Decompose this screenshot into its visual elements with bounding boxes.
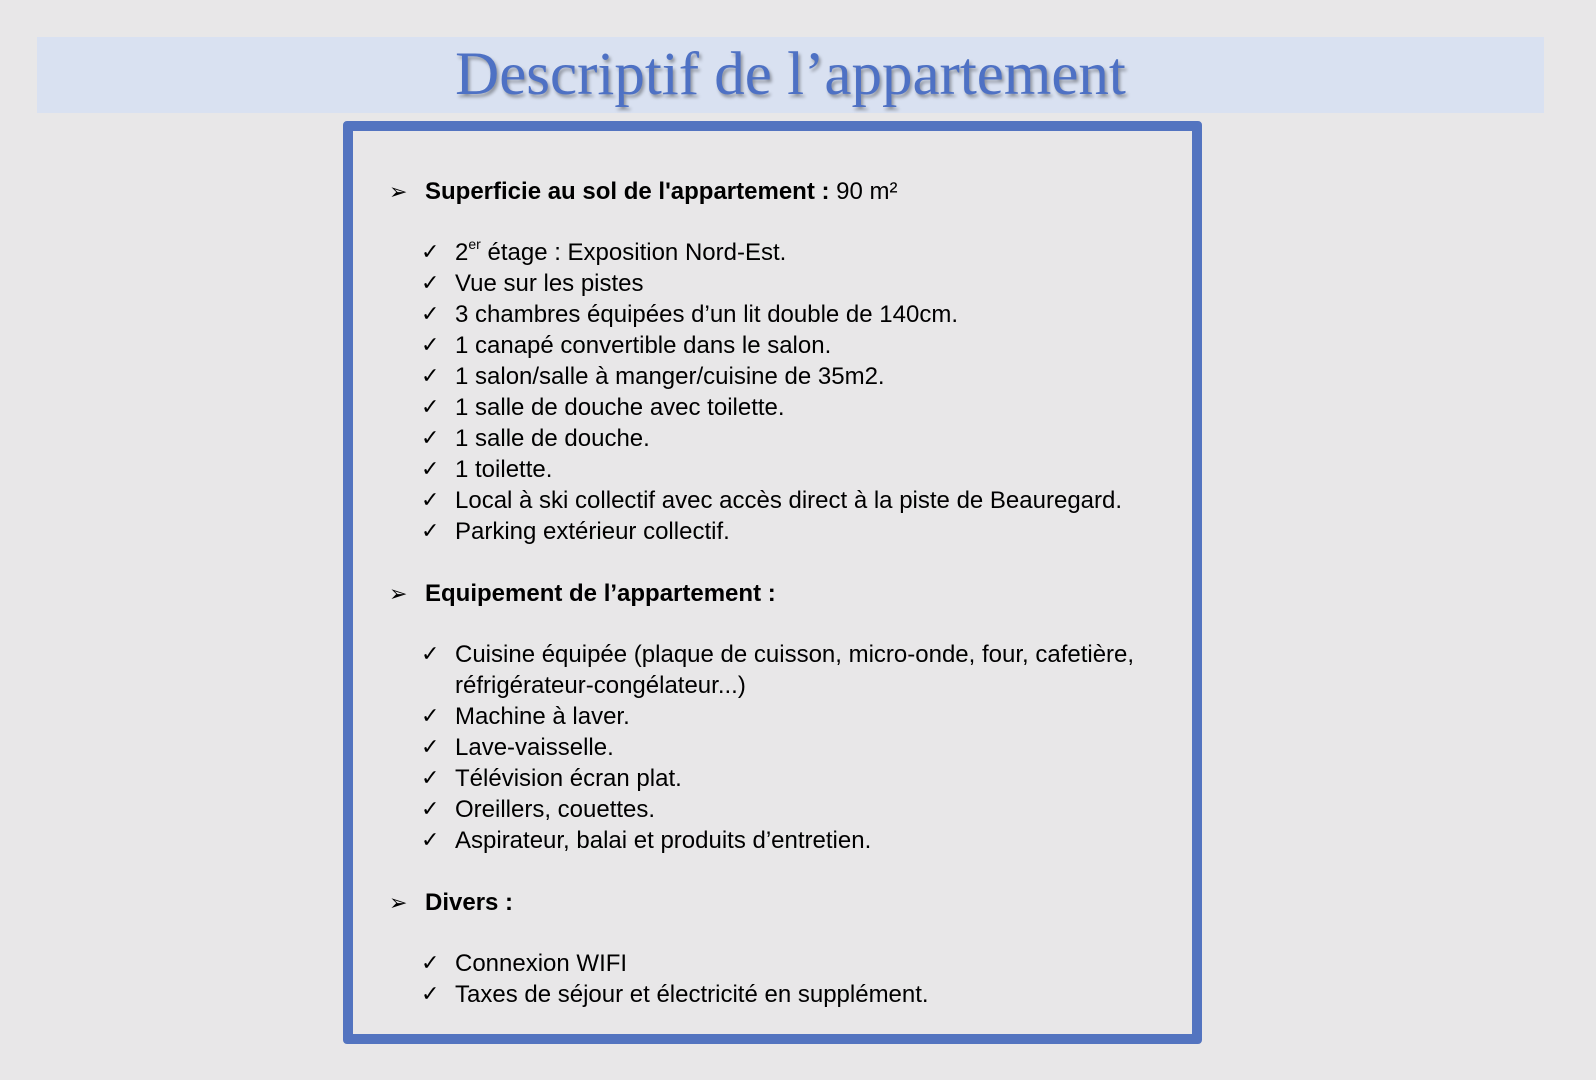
checkmark-icon: ✓ (421, 426, 440, 451)
section-label: Divers : (425, 889, 514, 916)
checkmark-icon: ✓ (421, 642, 440, 667)
list-item: ✓ Local à ski collectif avec accès direct à la piste de Beauregard. (421, 487, 1123, 514)
list-item: ✓ Aspirateur, balai et produits d’entretien. (421, 827, 872, 854)
title-banner (37, 37, 1544, 113)
list-item: ✓ Taxes de séjour et électricité en supplément. (421, 981, 929, 1008)
checkmark-icon: ✓ (421, 735, 440, 760)
checkmark-icon: ✓ (421, 982, 440, 1007)
checkmark-icon: ✓ (421, 240, 440, 265)
checkmark-icon: ✓ (421, 951, 440, 976)
arrowhead-bullet-icon: ➢ (389, 581, 408, 606)
feature-list (421, 237, 1122, 547)
section-heading-equipement (389, 579, 776, 609)
section-label: Superficie au sol de l'appartement : (425, 178, 830, 205)
checkmark-icon: ✓ (421, 828, 440, 853)
list-item: ✓ Télévision écran plat. (421, 765, 682, 792)
list-item: ✓ 1 canapé convertible dans le salon. (421, 332, 832, 359)
description-box (343, 121, 1202, 1044)
section-heading-divers (389, 888, 513, 918)
arrowhead-bullet-icon: ➢ (389, 179, 408, 204)
list-item: ✓ 1 salon/salle à manger/cuisine de 35m2. (421, 363, 885, 390)
list-item: ✓ Cuisine équipée (plaque de cuisson, micro-onde, four, cafetière, réfrigérateur-congélateur...) (421, 641, 1135, 699)
checkmark-icon: ✓ (421, 364, 440, 389)
section-heading-superficie (389, 177, 898, 207)
list-item: ✓ 1 salle de douche avec toilette. (421, 394, 785, 421)
checkmark-icon: ✓ (421, 333, 440, 358)
equipment-list (421, 639, 1215, 856)
misc-list (421, 948, 929, 1010)
checkmark-icon: ✓ (421, 302, 440, 327)
list-item: ✓ 2er étage : Exposition Nord-Est. (421, 236, 787, 266)
checkmark-icon: ✓ (421, 271, 440, 296)
checkmark-icon: ✓ (421, 704, 440, 729)
checkmark-icon: ✓ (421, 766, 440, 791)
list-item: ✓ 1 toilette. (421, 456, 553, 483)
checkmark-icon: ✓ (421, 395, 440, 420)
list-item: ✓ Machine à laver. (421, 703, 630, 730)
checkmark-icon: ✓ (421, 457, 440, 482)
section-value: 90 m² (836, 178, 898, 205)
checkmark-icon: ✓ (421, 797, 440, 822)
list-item: ✓ Oreillers, couettes. (421, 796, 656, 823)
list-item: ✓ Connexion WIFI (421, 950, 628, 977)
arrowhead-bullet-icon: ➢ (389, 890, 408, 915)
list-item: ✓ Parking extérieur collectif. (421, 518, 730, 545)
list-item: ✓ 3 chambres équipées d’un lit double de 140cm. (421, 301, 958, 328)
list-item: ✓ Lave-vaisselle. (421, 734, 614, 761)
checkmark-icon: ✓ (421, 519, 440, 544)
checkmark-icon: ✓ (421, 488, 440, 513)
page-title: Descriptif de l’appartement (455, 40, 1126, 108)
list-item: ✓ 1 salle de douche. (421, 425, 650, 452)
section-label: Equipement de l’appartement : (425, 580, 776, 607)
list-item: ✓ Vue sur les pistes (421, 270, 644, 297)
